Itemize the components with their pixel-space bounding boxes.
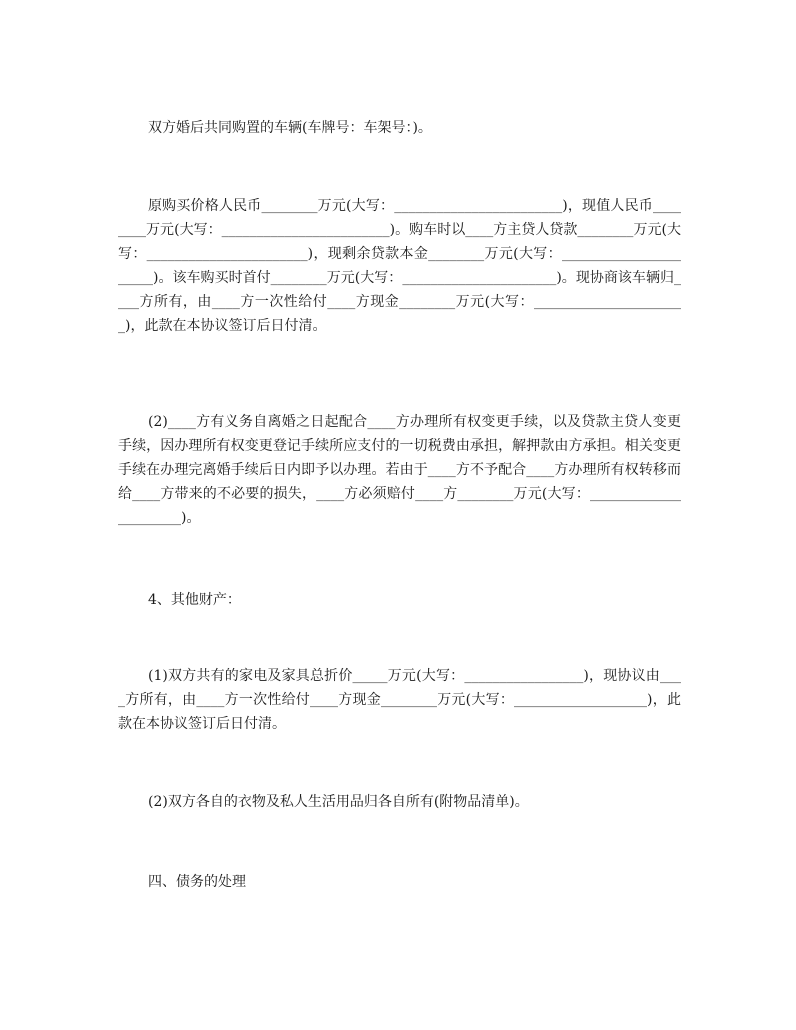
other-property-heading: 4、其他财产： (148, 592, 241, 608)
vehicle-intro-paragraph: 双方婚后共同购置的车辆(车牌号：车架号：)。 (148, 120, 432, 136)
debt-section-heading: 四、债务的处理 (148, 874, 246, 890)
personal-items-paragraph: (2)双方各自的衣物及私人生活用品归各自所有(附物品清单)。 (148, 794, 529, 810)
vehicle-price-paragraph: 原购买价格人民币________万元(大写：________________________)，现值人民币________万元(大写：________________________)。购车时以____方主贷人贷款________万元(大写：_______________________)，现剩余贷款本金________万元(大写：______________________)。该车购买时首付________万元(大写：______________________)。现协商该车辆归____方所有，由____方一次性给付____方现金________万元(大写：______________________)，此款在本协议签订后日付清。 (118, 198, 681, 334)
vehicle-transfer-paragraph: (2)____方有义务自离婚之日起配合____方办理所有权变更手续，以及贷款主贷人变更手续，因办理所有权变更登记手续所应支付的一切税费由承担，解押款由方承担。相关变更手续在办理完离婚手续后日内即予以办理。若由于____方不予配合____方办理所有权转移而给____方带来的不必要的损失，____方必须赔付____方________万元(大写：______________________)。 (118, 414, 681, 526)
appliances-paragraph: (1)双方共有的家电及家具总折价_____万元(大写：_________________)，现协议由____方所有，由____方一次性给付____方现金________万元(大写：___________________)，此款在本协议签订后日付清。 (118, 668, 681, 732)
